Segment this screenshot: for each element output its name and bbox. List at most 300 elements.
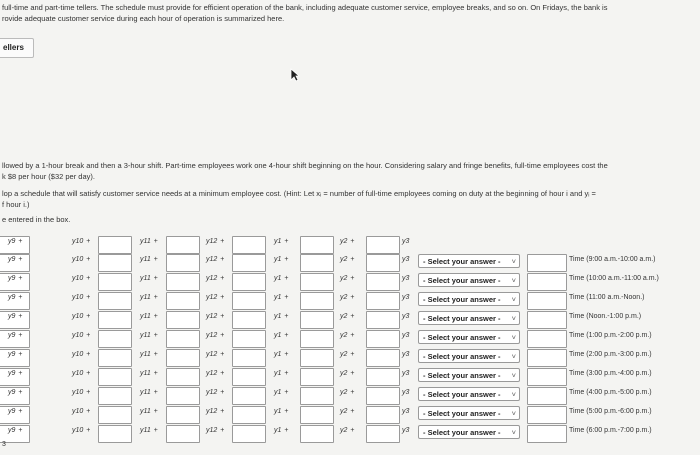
plus-sign: + [350, 332, 355, 339]
coefficient-input[interactable] [166, 292, 200, 310]
coefficient-input[interactable] [366, 273, 400, 291]
variable-label [8, 275, 23, 282]
coefficient-input[interactable] [98, 330, 132, 348]
variable-name: y9 [8, 389, 16, 396]
entered-note: e entered in the box. [2, 215, 71, 224]
coefficient-input[interactable] [166, 406, 200, 424]
variable-name: y11 [140, 313, 151, 320]
chevron-down-icon: ˅ [511, 314, 516, 323]
coefficient-input[interactable] [300, 387, 334, 405]
plus-sign: + [18, 389, 23, 396]
variable-name: y11 [140, 370, 151, 377]
plus-sign: + [284, 389, 289, 396]
variable-label [72, 332, 90, 339]
rhs-input[interactable] [527, 406, 567, 424]
rhs-input[interactable] [527, 330, 567, 348]
variable-name: y2 [340, 313, 348, 320]
variable-label [340, 389, 355, 396]
variable-label [340, 256, 355, 263]
variable-label [206, 389, 224, 396]
coefficient-input[interactable] [98, 425, 132, 443]
time-label: Time (10:00 a.m.-11:00 a.m.) [569, 275, 659, 282]
plus-sign: + [350, 408, 355, 415]
coefficient-input[interactable] [300, 273, 334, 291]
plus-sign: + [18, 332, 23, 339]
problem-intro [2, 2, 698, 24]
variable-name: y9 [8, 313, 16, 320]
variable-label [206, 408, 224, 415]
variable-name: y3 [402, 313, 410, 320]
coefficient-input[interactable] [366, 330, 400, 348]
coefficient-input[interactable] [232, 330, 266, 348]
coefficient-input[interactable] [366, 349, 400, 367]
coefficient-input[interactable] [366, 425, 400, 443]
plus-sign: + [153, 370, 158, 377]
variable-label [72, 351, 90, 358]
variable-name: y12 [206, 332, 218, 339]
plus-sign: + [220, 294, 225, 301]
variable-label [340, 332, 355, 339]
variable-label [274, 351, 289, 358]
variable-label [140, 275, 158, 282]
plus-sign: + [153, 313, 158, 320]
coefficient-input[interactable] [232, 425, 266, 443]
variable-name: y10 [72, 370, 84, 377]
variable-name: y3 [402, 370, 410, 377]
variable-label [402, 389, 409, 396]
variable-name: y9 [8, 351, 16, 358]
variable-label [402, 332, 409, 339]
time-label: Time (1:00 p.m.-2:00 p.m.) [569, 332, 652, 339]
variable-name: y3 [402, 332, 410, 339]
variable-label [274, 238, 289, 245]
plus-sign: + [86, 294, 91, 301]
plus-sign: + [86, 351, 91, 358]
variable-name: y2 [340, 408, 348, 415]
variable-name: y1 [274, 313, 282, 320]
plus-sign: + [350, 275, 355, 282]
select-text: - Select your answer - [423, 371, 501, 380]
plus-sign: + [18, 275, 23, 282]
select-text: - Select your answer - [423, 409, 501, 418]
rhs-input[interactable] [527, 425, 567, 443]
time-label: Time (Noon.-1:00 p.m.) [569, 313, 642, 320]
coefficient-input[interactable] [300, 406, 334, 424]
coefficient-input[interactable] [232, 236, 266, 254]
variable-name: y1 [274, 238, 282, 245]
variable-label [402, 256, 409, 263]
variable-label [8, 408, 23, 415]
variable-name: y3 [402, 427, 410, 434]
variable-name: y2 [340, 294, 348, 301]
inequality-select[interactable] [418, 330, 520, 344]
coefficient-input[interactable] [166, 236, 200, 254]
chevron-down-icon: ˅ [511, 371, 516, 380]
variable-label [340, 313, 355, 320]
variable-name: y9 [8, 370, 16, 377]
chevron-down-icon: ˅ [511, 276, 516, 285]
coefficient-input[interactable] [300, 311, 334, 329]
plus-sign: + [18, 256, 23, 263]
variable-name: y12 [206, 389, 218, 396]
variable-label [140, 294, 158, 301]
coefficient-input[interactable] [366, 292, 400, 310]
coefficient-input[interactable] [98, 254, 132, 272]
time-label: Time (5:00 p.m.-6:00 p.m.) [569, 408, 652, 415]
inequality-select[interactable] [418, 311, 520, 325]
time-label: Time (3:00 p.m.-4:00 p.m.) [569, 370, 652, 377]
plus-sign: + [86, 427, 91, 434]
time-label: Time (6:00 p.m.-7:00 p.m.) [569, 427, 652, 434]
variable-label [206, 238, 224, 245]
coefficient-input[interactable] [300, 254, 334, 272]
variable-name: y10 [72, 427, 84, 434]
para2-line-1: llowed by a 1-hour break and then a 3-hour shift. Part-time employees work one 4-hour shift beginning on the hour. Considering salary and fringe benefits, full-time employees cost the [2, 161, 608, 170]
plus-sign: + [153, 294, 158, 301]
page-number: 3 [2, 441, 6, 448]
coefficient-input[interactable] [98, 236, 132, 254]
plus-sign: + [350, 238, 355, 245]
coefficient-input[interactable] [300, 425, 334, 443]
variable-name: y11 [140, 408, 151, 415]
variable-label [402, 238, 409, 245]
constraint-row [0, 310, 700, 328]
variable-label [274, 294, 289, 301]
variable-label [206, 256, 224, 263]
variable-name: y2 [340, 370, 348, 377]
coefficient-input[interactable] [300, 349, 334, 367]
variable-name: y11 [140, 427, 151, 434]
employee-description [2, 160, 698, 182]
variable-name: y9 [8, 238, 16, 245]
plus-sign: + [86, 275, 91, 282]
plus-sign: + [350, 427, 355, 434]
variable-name: y3 [402, 275, 410, 282]
coefficient-input[interactable] [366, 254, 400, 272]
para3-line-1: lop a schedule that will satisfy customer service needs at a minimum employee cost. (Hint: Let xᵢ = number of full-time employees coming on duty at the beginning of hour i and yᵢ = [2, 189, 596, 198]
variable-label [8, 294, 23, 301]
variable-label [140, 238, 158, 245]
coefficient-input[interactable] [232, 368, 266, 386]
variable-name: y1 [274, 389, 282, 396]
variable-name: y11 [140, 389, 151, 396]
plus-sign: + [153, 389, 158, 396]
variable-name: y3 [402, 238, 410, 245]
variable-label [72, 275, 90, 282]
variable-label [402, 370, 409, 377]
coefficient-input[interactable] [300, 292, 334, 310]
plus-sign: + [284, 370, 289, 377]
plus-sign: + [220, 351, 225, 358]
variable-name: y10 [72, 238, 84, 245]
variable-name: y12 [206, 313, 218, 320]
variable-label [274, 427, 289, 434]
plus-sign: + [86, 256, 91, 263]
coefficient-input[interactable] [98, 406, 132, 424]
variable-label [274, 313, 289, 320]
variable-name: y12 [206, 275, 218, 282]
coefficient-input[interactable] [166, 311, 200, 329]
constraint-row [0, 291, 700, 309]
variable-label [340, 370, 355, 377]
variable-label [140, 427, 158, 434]
intro-line-1: full-time and part-time tellers. The schedule must provide for efficient operation of the bank, including adequate customer service, employee breaks, and so on. On Fridays, the bank is [2, 3, 608, 12]
variable-name: y10 [72, 332, 84, 339]
variable-name: y2 [340, 332, 348, 339]
time-label: Time (2:00 p.m.-3:00 p.m.) [569, 351, 652, 358]
variable-name: y10 [72, 275, 84, 282]
variable-name: y10 [72, 389, 84, 396]
constraint-row [0, 348, 700, 366]
plus-sign: + [350, 256, 355, 263]
rhs-input[interactable] [527, 349, 567, 367]
constraint-row [0, 386, 700, 404]
coefficient-input[interactable] [166, 387, 200, 405]
plus-sign: + [284, 332, 289, 339]
coefficient-input[interactable] [98, 292, 132, 310]
rhs-input[interactable] [527, 292, 567, 310]
variable-name: y11 [140, 332, 151, 339]
plus-sign: + [220, 427, 225, 434]
mouse-cursor-icon [290, 68, 300, 82]
plus-sign: + [18, 313, 23, 320]
plus-sign: + [284, 351, 289, 358]
inequality-select[interactable] [418, 425, 520, 439]
plus-sign: + [220, 275, 225, 282]
coefficient-input[interactable] [166, 273, 200, 291]
select-text: - Select your answer - [423, 333, 501, 342]
coefficient-input[interactable] [366, 311, 400, 329]
variable-name: y1 [274, 408, 282, 415]
variable-label [140, 313, 158, 320]
coefficient-input[interactable] [366, 406, 400, 424]
variable-label [72, 294, 90, 301]
plus-sign: + [350, 294, 355, 301]
variable-label [402, 408, 409, 415]
variable-label [274, 275, 289, 282]
variable-label [206, 294, 224, 301]
plus-sign: + [220, 332, 225, 339]
variable-label [340, 408, 355, 415]
variable-name: y9 [8, 256, 16, 263]
plus-sign: + [153, 408, 158, 415]
schedule-instructions [2, 188, 698, 210]
plus-sign: + [18, 370, 23, 377]
coefficient-input[interactable] [300, 330, 334, 348]
variable-label [72, 313, 90, 320]
variable-name: y9 [8, 294, 16, 301]
coefficient-input[interactable] [300, 236, 334, 254]
plus-sign: + [86, 370, 91, 377]
variable-label [140, 332, 158, 339]
variable-label [206, 275, 224, 282]
chevron-down-icon: ˅ [511, 409, 516, 418]
coefficient-input[interactable] [232, 387, 266, 405]
variable-label [8, 351, 23, 358]
variable-name: y2 [340, 275, 348, 282]
coefficient-input[interactable] [98, 349, 132, 367]
plus-sign: + [350, 370, 355, 377]
coefficient-input[interactable] [166, 368, 200, 386]
variable-label [206, 313, 224, 320]
variable-name: y11 [140, 294, 151, 301]
variable-label [340, 351, 355, 358]
inequality-select[interactable] [418, 387, 520, 401]
select-text: - Select your answer - [423, 276, 501, 285]
chevron-down-icon: ˅ [511, 333, 516, 342]
variable-name: y2 [340, 427, 348, 434]
variable-name: y1 [274, 275, 282, 282]
variable-name: y11 [140, 256, 151, 263]
variable-label [140, 256, 158, 263]
variable-label [140, 389, 158, 396]
coefficient-input[interactable] [232, 311, 266, 329]
variable-label [72, 238, 90, 245]
coefficient-input[interactable] [166, 254, 200, 272]
plus-sign: + [220, 238, 225, 245]
coefficient-input[interactable] [300, 368, 334, 386]
variable-label [72, 370, 90, 377]
variable-label [140, 351, 158, 358]
variable-label [8, 370, 23, 377]
variable-name: y3 [402, 408, 410, 415]
variable-label [206, 370, 224, 377]
variable-label [274, 256, 289, 263]
variable-label [402, 275, 409, 282]
variable-name: y1 [274, 294, 282, 301]
constraint-row [0, 367, 700, 385]
coefficient-input[interactable] [98, 311, 132, 329]
variable-label [8, 332, 23, 339]
variable-label [140, 370, 158, 377]
plus-sign: + [284, 427, 289, 434]
coefficient-input[interactable] [98, 368, 132, 386]
variable-label [340, 275, 355, 282]
variable-name: y3 [402, 294, 410, 301]
rhs-input[interactable] [527, 387, 567, 405]
variable-label [402, 294, 409, 301]
plus-sign: + [220, 256, 225, 263]
variable-label [140, 408, 158, 415]
select-text: - Select your answer - [423, 314, 501, 323]
coefficient-input[interactable] [232, 349, 266, 367]
para2-line-2: k $8 per hour ($32 per day). [2, 172, 95, 181]
coefficient-input[interactable] [232, 292, 266, 310]
variable-name: y12 [206, 408, 218, 415]
plus-sign: + [284, 294, 289, 301]
variable-name: y12 [206, 238, 218, 245]
variable-name: y3 [402, 256, 410, 263]
variable-label [274, 389, 289, 396]
constraint-row [0, 235, 700, 253]
variable-name: y12 [206, 370, 218, 377]
rhs-input[interactable] [527, 273, 567, 291]
inequality-select[interactable] [418, 273, 520, 287]
plus-sign: + [284, 408, 289, 415]
variable-name: y12 [206, 294, 218, 301]
variable-name: y12 [206, 351, 218, 358]
chevron-down-icon: ˅ [511, 352, 516, 361]
coefficient-input[interactable] [98, 387, 132, 405]
variable-label [274, 408, 289, 415]
variable-name: y2 [340, 389, 348, 396]
plus-sign: + [284, 275, 289, 282]
plus-sign: + [18, 238, 23, 245]
plus-sign: + [18, 408, 23, 415]
constraint-row [0, 424, 700, 442]
plus-sign: + [153, 351, 158, 358]
variable-label [72, 389, 90, 396]
variable-name: y10 [72, 408, 84, 415]
variable-name: y2 [340, 238, 348, 245]
rhs-input[interactable] [527, 254, 567, 272]
variable-label [402, 313, 409, 320]
plus-sign: + [350, 389, 355, 396]
time-label: Time (11:00 a.m.-Noon.) [569, 294, 645, 301]
variable-label [206, 351, 224, 358]
coefficient-input[interactable] [166, 349, 200, 367]
variable-label [274, 370, 289, 377]
plus-sign: + [86, 238, 91, 245]
coefficient-input[interactable] [366, 368, 400, 386]
inequality-select[interactable] [418, 292, 520, 306]
variable-name: y9 [8, 332, 16, 339]
variable-name: y1 [274, 332, 282, 339]
plus-sign: + [86, 332, 91, 339]
constraint-row [0, 272, 700, 290]
plus-sign: + [153, 332, 158, 339]
coefficient-input[interactable] [98, 273, 132, 291]
chevron-down-icon: ˅ [511, 257, 516, 266]
inequality-select[interactable] [418, 406, 520, 420]
plus-sign: + [284, 256, 289, 263]
chevron-down-icon: ˅ [511, 295, 516, 304]
plus-sign: + [220, 370, 225, 377]
constraint-row [0, 329, 700, 347]
variable-name: y3 [402, 351, 410, 358]
variable-name: y12 [206, 427, 218, 434]
select-text: - Select your answer - [423, 352, 501, 361]
variable-label [72, 427, 90, 434]
plus-sign: + [350, 351, 355, 358]
variable-label [8, 313, 23, 320]
time-label: Time (4:00 p.m.-5:00 p.m.) [569, 389, 652, 396]
coefficient-input[interactable] [366, 236, 400, 254]
rhs-input[interactable] [527, 311, 567, 329]
coefficient-input[interactable] [366, 387, 400, 405]
inequality-select[interactable] [418, 368, 520, 382]
rhs-input[interactable] [527, 368, 567, 386]
coefficient-input[interactable] [232, 406, 266, 424]
variable-name: y2 [340, 256, 348, 263]
variable-label [8, 238, 23, 245]
plus-sign: + [153, 256, 158, 263]
coefficient-input[interactable] [232, 273, 266, 291]
inequality-select[interactable] [418, 254, 520, 268]
plus-sign: + [86, 313, 91, 320]
variable-name: y9 [8, 408, 16, 415]
variable-name: y11 [140, 351, 151, 358]
variable-name: y10 [72, 256, 84, 263]
tellers-tab[interactable]: ellers [0, 38, 34, 58]
inequality-select[interactable] [418, 349, 520, 363]
coefficient-input[interactable] [232, 254, 266, 272]
variable-name: y11 [140, 275, 151, 282]
coefficient-input[interactable] [166, 425, 200, 443]
plus-sign: + [220, 389, 225, 396]
coefficient-input[interactable] [166, 330, 200, 348]
variable-label [206, 332, 224, 339]
